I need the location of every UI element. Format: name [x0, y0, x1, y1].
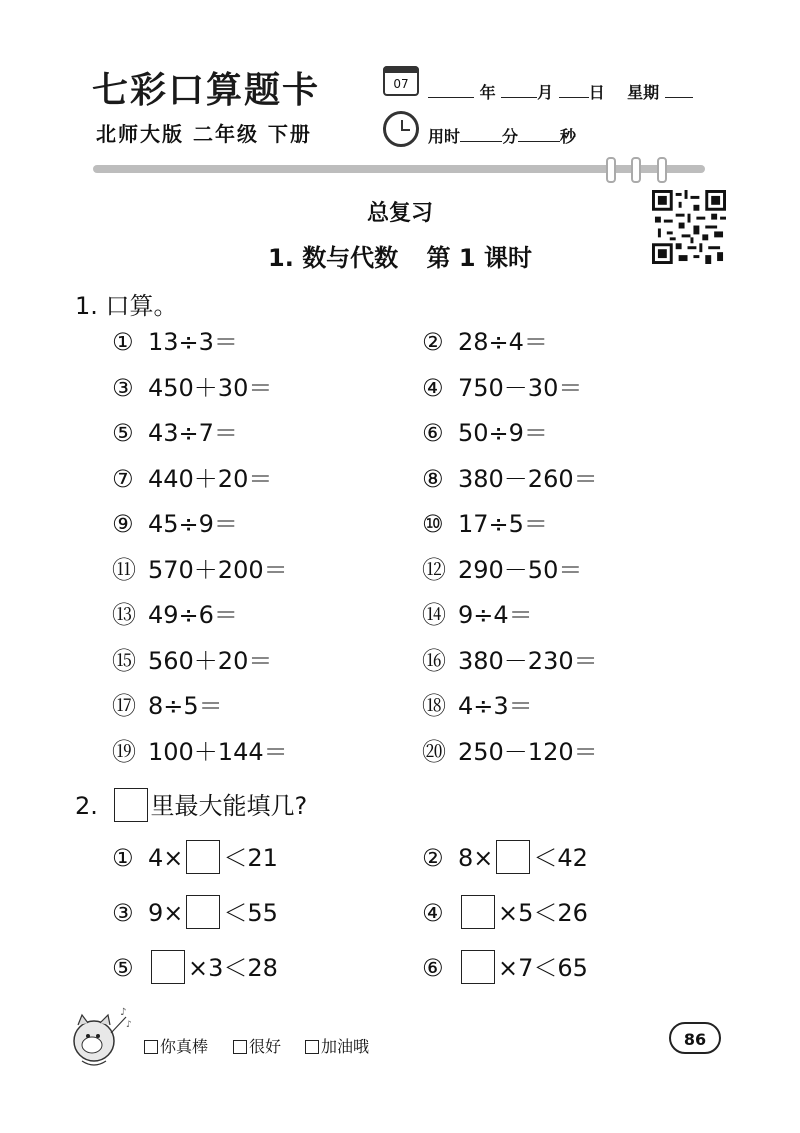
problem-expression: 45÷9＝	[148, 510, 238, 538]
problem-number: ②	[422, 844, 444, 872]
year-blank[interactable]	[428, 83, 474, 98]
expression-before: 8×	[458, 844, 494, 872]
rating-keep-going-label: 加油哦	[321, 1037, 370, 1056]
problem-expression: 380－260＝	[458, 464, 598, 493]
expression-after: ＜55	[223, 899, 278, 927]
problem-number: ②	[422, 328, 444, 356]
problem-number: ⑲	[112, 737, 136, 766]
problem-item	[422, 327, 548, 357]
answer-box	[114, 788, 148, 822]
problem-expression: 43÷7＝	[148, 419, 238, 447]
inequality-item	[422, 897, 588, 927]
problem-expression: 8÷5＝	[148, 692, 223, 720]
lesson-title	[0, 238, 800, 273]
problem-item	[422, 509, 548, 539]
problem-expression: 13÷3＝	[148, 328, 238, 356]
problem-number: ⑩	[422, 510, 444, 538]
problem-number: ⑤	[112, 419, 134, 447]
problem-number: ④	[422, 373, 444, 402]
inequality-item	[422, 842, 588, 872]
problem-expression: 50÷9＝	[458, 419, 548, 447]
problem-number: ⑦	[112, 464, 134, 493]
problem-item	[112, 737, 288, 767]
binder-ring-icon	[606, 157, 616, 183]
problem-number: ⑳	[422, 737, 446, 766]
date-line	[428, 80, 693, 103]
page-title: 总复习	[366, 201, 433, 226]
answer-box[interactable]	[496, 840, 530, 874]
rating-keep-going[interactable]	[305, 1034, 369, 1057]
calendar-day: 07	[393, 77, 409, 91]
problem-item	[422, 555, 582, 585]
problem-number: ④	[422, 899, 444, 927]
lesson-session: 第 1 课时	[426, 244, 532, 272]
problem-expression: 28÷4＝	[458, 328, 548, 356]
problem-expression: 570＋200＝	[148, 555, 288, 584]
expression-before: 4×	[148, 844, 184, 872]
seconds-blank[interactable]	[518, 127, 560, 142]
answer-box[interactable]	[186, 895, 220, 929]
problem-number: ①	[112, 844, 134, 872]
problem-item	[112, 373, 272, 403]
problem-number: ⑭	[422, 601, 446, 629]
problem-number: ⑤	[112, 954, 134, 982]
weekday-blank[interactable]	[665, 83, 693, 98]
expression-after: ×7＜65	[498, 954, 588, 982]
problem-expression: 100＋144＝	[148, 737, 288, 766]
problem-number: ⑱	[422, 692, 446, 720]
answer-box[interactable]	[461, 950, 495, 984]
problem-expression: 4÷3＝	[458, 692, 533, 720]
problem-number: ①	[112, 328, 134, 356]
answer-box[interactable]	[186, 840, 220, 874]
problem-number: ⑪	[112, 555, 136, 584]
expression-after: ＜42	[533, 844, 588, 872]
problem-item	[112, 327, 238, 357]
problem-number: ⑧	[422, 464, 444, 493]
section-2-title: 里最大能填几?	[150, 792, 308, 820]
rating-good-label: 很好	[249, 1037, 282, 1056]
rating-great-label: 你真棒	[160, 1037, 209, 1056]
problem-item	[422, 464, 598, 494]
problem-number: ⑨	[112, 510, 134, 538]
problem-number: ⑥	[422, 954, 444, 982]
svg-text:♪: ♪	[126, 1020, 132, 1030]
problem-expression: 17÷5＝	[458, 510, 548, 538]
minutes-blank[interactable]	[460, 127, 502, 142]
problem-item	[112, 555, 288, 585]
year-label: 年	[479, 83, 496, 102]
rating-good[interactable]	[233, 1034, 281, 1057]
checkbox[interactable]	[305, 1040, 319, 1054]
expression-after: ×3＜28	[188, 954, 278, 982]
problem-expression: 450＋30＝	[148, 373, 273, 402]
expression-after: ×5＜26	[498, 899, 588, 927]
problem-item	[112, 600, 238, 630]
inequality-item	[112, 952, 278, 982]
problem-expression: 440＋20＝	[148, 464, 273, 493]
expression-before: 9×	[148, 899, 184, 927]
expression-after: ＜21	[223, 844, 278, 872]
inequality-item	[112, 897, 278, 927]
problem-item	[422, 737, 598, 767]
problem-item	[112, 691, 223, 721]
elapsed-label: 用时	[428, 127, 461, 146]
edition-label: 北师大版 二年级 下册	[96, 122, 312, 146]
problem-expression: 560＋20＝	[148, 646, 273, 675]
time-line	[428, 124, 576, 147]
calendar-icon	[383, 66, 419, 96]
problem-number: ⑮	[112, 646, 136, 675]
problem-item	[112, 464, 272, 494]
cartoon-mascot-icon	[66, 1003, 136, 1073]
binder-ring-icon	[631, 157, 641, 183]
minutes-label: 分	[502, 127, 519, 146]
section-2-heading	[75, 786, 307, 824]
problem-expression: 9÷4＝	[458, 601, 533, 629]
checkbox[interactable]	[233, 1040, 247, 1054]
section-2-number: 2.	[75, 792, 98, 820]
problem-item	[112, 509, 238, 539]
problem-item	[112, 646, 272, 676]
day-blank[interactable]	[559, 83, 589, 98]
page-number: 86	[669, 1022, 721, 1054]
day-label: 日	[588, 83, 605, 102]
binder-ring-icon	[657, 157, 667, 183]
inequality-item	[422, 952, 588, 982]
problem-number: ⑥	[422, 419, 444, 447]
problem-expression: 750－30＝	[458, 373, 583, 402]
brand-logo: 七彩口算题卡	[92, 69, 321, 111]
month-blank[interactable]	[501, 83, 537, 98]
rating-great[interactable]	[144, 1034, 208, 1057]
problem-number: ③	[112, 899, 134, 927]
lesson-unit: 1. 数与代数	[268, 244, 399, 272]
problem-expression: 290－50＝	[458, 555, 583, 584]
answer-box[interactable]	[151, 950, 185, 984]
problem-number: ⑫	[422, 555, 446, 584]
problem-item	[422, 600, 533, 630]
problem-item	[422, 691, 533, 721]
checkbox[interactable]	[144, 1040, 158, 1054]
problem-number: ⑬	[112, 601, 136, 629]
problem-number: ③	[112, 373, 134, 402]
clock-icon	[383, 111, 419, 147]
problem-item	[422, 418, 548, 448]
section-1-heading: 1. 口算。	[75, 292, 178, 320]
seconds-label: 秒	[560, 127, 577, 146]
problem-item	[112, 418, 238, 448]
weekday-label: 星期	[627, 83, 660, 102]
month-label: 月	[537, 83, 554, 102]
problem-number: ⑯	[422, 646, 446, 675]
problem-expression: 250－120＝	[458, 737, 598, 766]
problem-number: ⑰	[112, 692, 136, 720]
inequality-item	[112, 842, 278, 872]
answer-box[interactable]	[461, 895, 495, 929]
problem-item	[422, 373, 582, 403]
svg-text:♪: ♪	[120, 1007, 127, 1018]
problem-expression: 380－230＝	[458, 646, 598, 675]
problem-item	[422, 646, 598, 676]
problem-expression: 49÷6＝	[148, 601, 238, 629]
